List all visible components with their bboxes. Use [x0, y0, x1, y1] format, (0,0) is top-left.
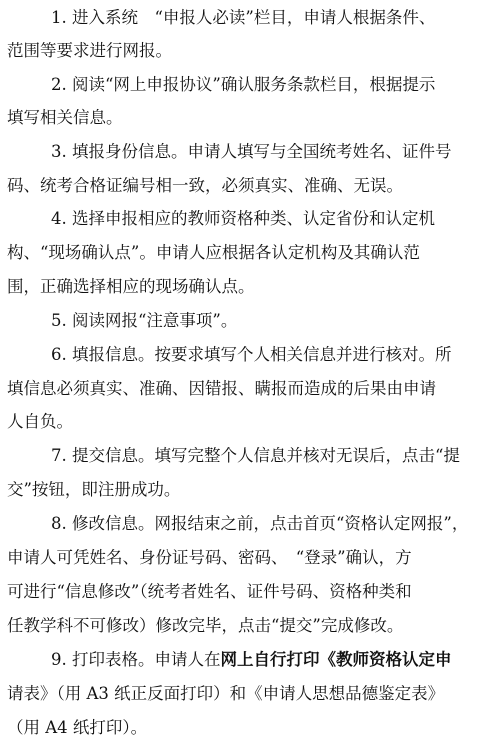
- step-8-line-1: 8. 修改信息。网报结束之前，点击首页“资格认定网报”，: [51, 514, 469, 533]
- step-4-line-3: 围，正确选择相应的现场确认点。: [7, 277, 255, 296]
- step-6-line-2: 填信息必须真实、准确、因错报、瞒报而造成的后果由申请: [7, 379, 436, 398]
- step-7-line-1: 7. 提交信息。填写完整个人信息并核对无误后，点击“提: [51, 446, 460, 465]
- step-3-line-2: 码、统考合格证编号相一致，必须真实、准确、无误。: [7, 176, 403, 195]
- step-2-line-2: 填写相关信息。: [7, 108, 123, 127]
- step-9-bold-phrase: 网上自行打印《教师资格认定申: [220, 650, 452, 669]
- step-6-line-3: 人自负。: [7, 412, 73, 431]
- step-4-line-1: 4. 选择申报相应的教师资格种类、认定省份和认定机: [51, 209, 435, 228]
- step-9-line-3: （用 A4 纸打印）。: [7, 718, 148, 737]
- step-7-line-2: 交”按钮，即注册成功。: [7, 480, 181, 499]
- step-8-line-4: 任教学科不可修改）修改完毕，点击“提交”完成修改。: [7, 616, 404, 635]
- step-8-line-2: 申请人可凭姓名、身份证号码、密码、 “登录”确认，方: [7, 548, 412, 567]
- step-4-line-2: 构、“现场确认点”。申请人应根据各认定机构及其确认范: [7, 243, 420, 262]
- step-3-line-1: 3. 填报身份信息。申请人填写与全国统考姓名、证件号: [51, 142, 452, 161]
- step-2-line-1: 2. 阅读“网上申报协议”确认服务条款栏目，根据提示: [51, 75, 436, 94]
- step-8-line-3: 可进行“信息修改”（统考者姓名、证件号码、资格种类和: [7, 582, 412, 601]
- step-9-line-1: [51, 648, 452, 672]
- step-9-line-2: 请表》（用 A3 纸正反面打印）和《申请人思想品德鉴定表》: [7, 684, 445, 703]
- step-5-line-1: 5. 阅读网报“注意事项”。: [51, 311, 238, 330]
- step-9-line-1-plain: 9. 打印表格。申请人在: [51, 650, 221, 669]
- step-1-line-1: 1. 进入系统 “申报人必读”栏目，申请人根据条件、: [51, 8, 436, 27]
- step-6-line-1: 6. 填报信息。按要求填写个人相关信息并进行核对。所: [51, 345, 452, 364]
- step-1-line-2: 范围等要求进行网报。: [7, 41, 172, 60]
